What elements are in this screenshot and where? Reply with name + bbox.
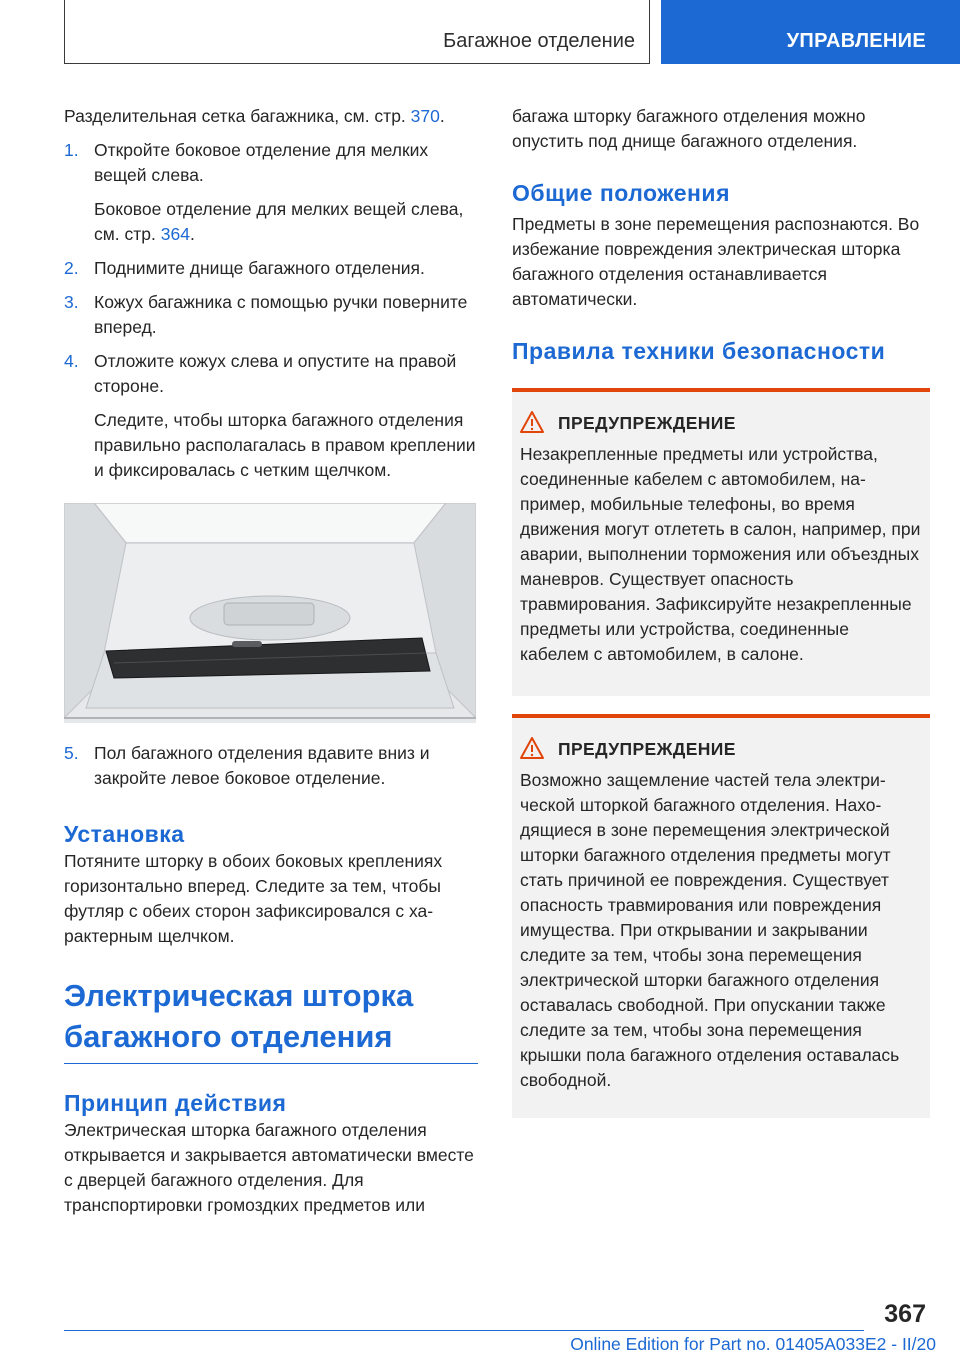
warning-box <box>512 714 930 1118</box>
step1-page-link[interactable]: 364 <box>160 224 190 244</box>
warning-title: ПРЕДУПРЕЖДЕНИЕ <box>558 412 736 433</box>
footer-divider <box>64 1330 864 1331</box>
list-item: 4. Отложите кожух слева и опустите на правой стороне. Следите, чтобы шторка багажного отделения правильно располагалась в правом креплении и фиксировалась с четким щелчком. <box>64 351 476 480</box>
list-item: 3. Кожух багажника с помощью ручки поверните вперед. <box>64 292 468 337</box>
header-section-title: Багажное отделение <box>443 30 635 52</box>
general-paragraph: Предметы в зоне перемещения распознаются. Во избежание повреждения электрическая шторка багажного отделения останавливается автоматически. <box>512 214 920 309</box>
list-item: 2. Поднимите днище багажного отделения. <box>64 258 425 278</box>
list-item: 1. Откройте боковое отделение для мелких вещей слева. Боковое отделение для мелких вещей слева, см. стр. 364. <box>64 140 464 244</box>
continuation-paragraph: багажа шторку багажного отделения можно опустить под днище багажного отделения. <box>512 106 866 151</box>
main-heading: Электрическая шторка багажного отделения <box>64 975 478 1064</box>
page-number: 367 <box>884 1300 926 1328</box>
install-paragraph: Потяните шторку в обоих боковых креплениях горизонтально вперед. Следите за тем, чтобы футляр с обеих сторон зафиксировался с характерным щелчком. <box>64 851 443 946</box>
warning-triangle-icon <box>520 736 558 762</box>
general-heading: Общие положения <box>512 180 730 206</box>
trunk-illustration <box>64 503 476 723</box>
left-column <box>64 104 478 1218</box>
warning-text: Возможно защемление частей тела электрической шторкой багажного отделения. Находящиеся в зоне перемещения электрической шторки багажного отделения предметы могут стать причиной ее повреждения. Существует опасность травмирования или повреждения имущества. При открывании и закрывании следите за тем, чтобы зона перемещения электрической шторки багажного отделения оставалась свободной. При опускании также следите за тем, чтобы зона перемещения крышки пола багажного отделения оставалась свободной. <box>520 770 900 1090</box>
intro-paragraph: Разделительная сетка багажника, см. стр. 370. <box>64 106 445 126</box>
edition-note: Online Edition for Part no. 01405A033E2 - II/20 <box>570 1334 936 1354</box>
principle-paragraph: Электрическая шторка багажного отделения открывается и закрывается автоматически вместе с дверцей багажного отделения. Для транспортировки громоздких предметов или <box>64 1120 474 1215</box>
intro-page-link[interactable]: 370 <box>410 106 440 126</box>
right-column <box>512 104 930 1118</box>
header-chapter-title: УПРАВЛЕНИЕ <box>786 30 926 52</box>
warning-title: ПРЕДУПРЕЖДЕНИЕ <box>558 738 736 759</box>
warning-triangle-icon <box>520 410 558 436</box>
list-item: 5. Пол багажного отделения вдавите вниз и закройте левое боковое отделение. <box>64 743 430 788</box>
header-chapter-tab <box>661 0 960 64</box>
principle-heading: Принцип действия <box>64 1090 287 1116</box>
warning-box <box>512 388 930 696</box>
warning-text: Незакрепленные предметы или устройства, соединенные кабелем с автомобилем, например, мобильные телефоны, во время движения могут отлететь в салон, например, при аварии, выполнении торможения или объездных маневров. Существует опасность травмирования. Зафиксируйте незакрепленные предметы или устройства, соединенные кабелем с автомобилем, в салоне. <box>520 444 921 664</box>
safety-heading: Правила техники безопасности <box>512 338 886 364</box>
install-heading: Установка <box>64 821 185 847</box>
header-section-tab <box>64 0 650 64</box>
trunk-illustration-drawing <box>64 503 476 723</box>
